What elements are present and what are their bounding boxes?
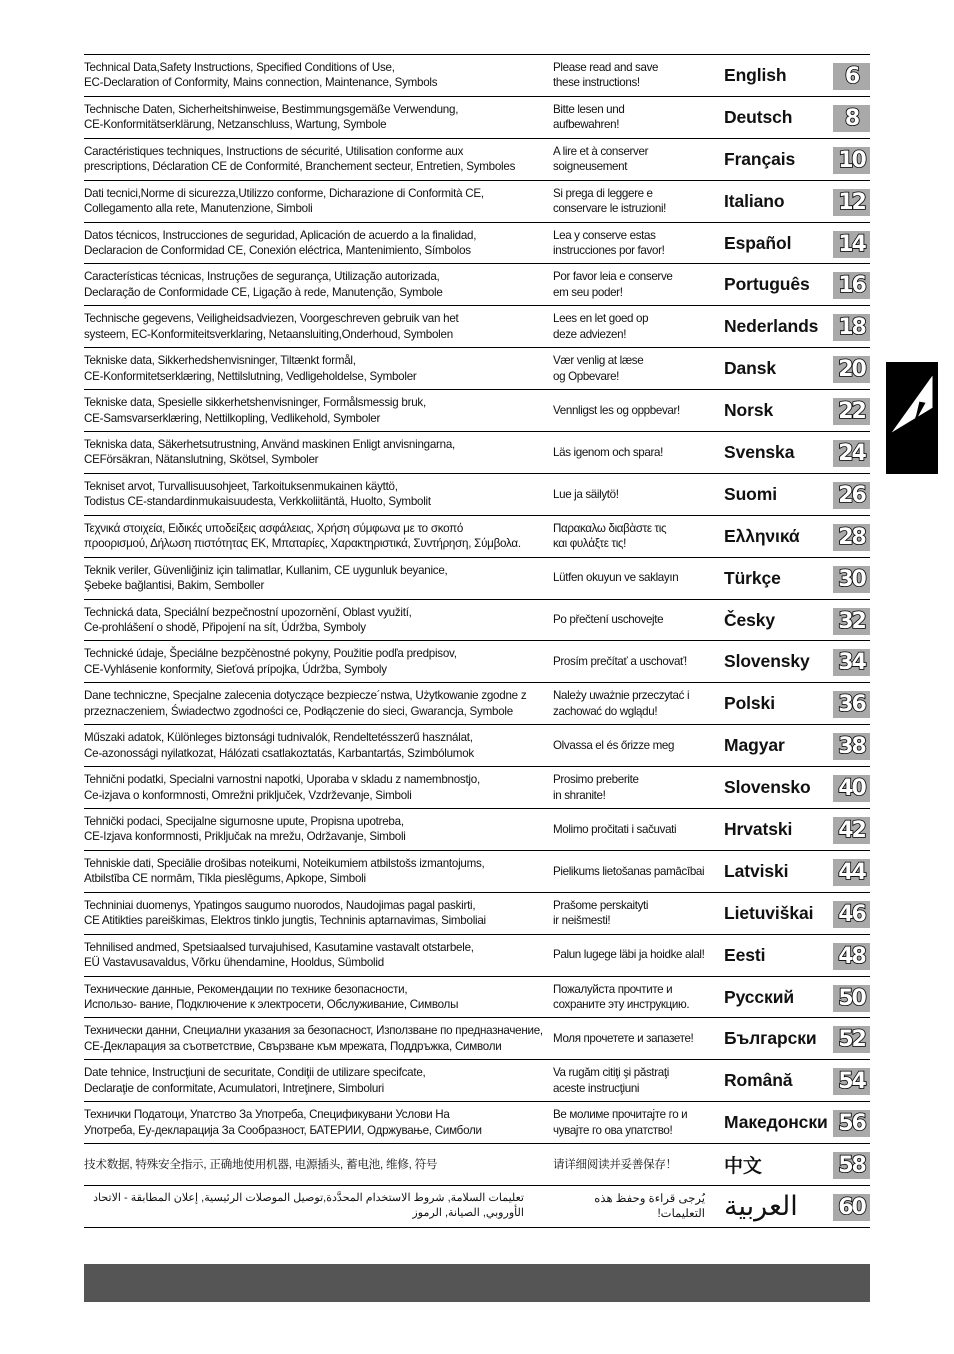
- read-and-save-note: Si prega di leggere e conservare le istruzioni!: [553, 186, 667, 216]
- contents-description: Технические данные, Рекомендации по технике безопасности, Использо- вание, Подключение к электросети, Обслуживание, Символы: [84, 982, 459, 1012]
- page-number: 42: [833, 817, 870, 844]
- page-number: 38: [833, 733, 870, 760]
- language-name: Suomi: [724, 483, 777, 504]
- contents-description: Tehnilised andmed, Spetsiaalsed turvajuhised, Kasutamine vastavalt otstarbele, EÜ Vastavusavaldus, Võrku ühendamine, Hooldus, Sümbolid: [84, 940, 474, 970]
- read-and-save-note: 请详细阅读并妥善保存！: [553, 1157, 677, 1171]
- read-and-save-note: Pielikums lietošanas pamācībai: [553, 864, 705, 878]
- toc-row: [84, 977, 870, 1019]
- toc-row: [84, 1102, 870, 1144]
- read-and-save-note: يُرجى قراءة وحفظ هذه التعليمات!: [594, 1191, 705, 1221]
- read-and-save-note: Vær venlig at læse og Opbevare!: [553, 354, 644, 383]
- toc-row: [84, 641, 870, 683]
- language-name: Română: [724, 1070, 793, 1091]
- read-and-save-note: Bitte lesen und aufbewahren!: [553, 102, 625, 132]
- language-name: Eesti: [724, 944, 766, 965]
- language-name: العربية: [724, 1190, 798, 1222]
- language-name: Česky: [724, 609, 776, 630]
- warning-side-tab: [886, 362, 938, 474]
- language-name: Português: [724, 274, 810, 295]
- toc-row: [84, 390, 870, 432]
- toc-row: [84, 935, 870, 977]
- language-name: Polski: [724, 693, 775, 714]
- page-number: 18: [833, 314, 870, 341]
- language-name: Norsk: [724, 400, 774, 421]
- contents-description: Techniniai duomenys, Ypatingos saugumo nuorodos, Naudojimas pagal paskirti, CE Atitikties pareiškimas, Elektros tinklo jungtis, Techninis aptarnavimas, Simboliai: [84, 898, 486, 928]
- read-and-save-note: A lire et à conserver soigneusement: [553, 144, 649, 174]
- language-name: Türkçe: [724, 567, 781, 588]
- language-name: Ελληνικά: [724, 525, 800, 546]
- language-table: [84, 54, 870, 1228]
- read-and-save-note: Lea y conserve estas instrucciones por favor!: [553, 228, 665, 257]
- contents-description: Технички Податоци, Упатство За Употреба, Спецификувани Услови На Употреба, Еу-декларација За Сообразност, БАТЕРИИ, Одржување, Симболи: [84, 1108, 482, 1137]
- read-and-save-note: Należy uważnie przeczytać i zachować do wglądu!: [553, 689, 690, 718]
- page-number: 14: [833, 231, 870, 258]
- language-name: Italiano: [724, 190, 785, 211]
- page-number: 50: [833, 985, 870, 1012]
- language-name: Français: [724, 148, 796, 169]
- read-and-save-note: Po přečtení uschovejte: [553, 613, 664, 627]
- language-name: Русский: [724, 986, 795, 1007]
- contents-description: Dati tecnici,Norme di sicurezza,Utilizzo conforme, Dicharazione di Conformità CE, Collegamento alla rete, Manutenzione, Simboli: [84, 186, 484, 216]
- contents-description: Date tehnice, Instrucţiuni de securitate, Condiţii de utilizare specifcate, Declaraţie de conformitate, Acumulatori, Intreţinere, Simboluri: [84, 1066, 426, 1095]
- language-name: Nederlands: [724, 316, 819, 337]
- page-number: 24: [833, 440, 870, 467]
- page-number: 58: [833, 1152, 870, 1179]
- toc-row: [84, 725, 870, 767]
- language-name: Lietuviškai: [724, 902, 814, 923]
- contents-description: Caractéristiques techniques, Instructions de sécurité, Utilisation conforme aux prescriptions, Déclaration CE de Conformité, Branchement secteur, Entretien, Symboles: [84, 144, 516, 174]
- contents-description: تعليمات السلامة, شروط الاستخدام المحدَّدة,توصيل الموصلات الرئيسية, إعلان المطابقة - الاتحاد الأوروبي, الصيانة, الرموز: [93, 1191, 524, 1220]
- contents-description: Technische gegevens, Veiligheidsadviezen, Voorgeschreven gebruik van het systeem, EC-Konformiteitsverklaring, Netaansluiting,Onderhoud, Symbolen: [84, 312, 459, 341]
- read-and-save-note: Prašome perskaityti ir neišmesti!: [553, 898, 649, 928]
- toc-row: [84, 432, 870, 474]
- page-number: 34: [833, 649, 870, 676]
- footer-bar: [84, 1264, 870, 1302]
- language-name: Svenska: [724, 441, 795, 462]
- language-name: Dansk: [724, 358, 777, 379]
- toc-row: [84, 1018, 870, 1060]
- contents-description: Tehniskie dati, Speciālie drošibas noteikumi, Noteikumiem atbilstošs izmantojums, Atbilstība CE normām, Tīkla pieslēgums, Apkope, Simboli: [84, 856, 485, 886]
- page-number: 6: [833, 63, 870, 90]
- page-number: 8: [833, 105, 870, 132]
- read-and-save-note: Läs igenom och spara!: [553, 445, 663, 459]
- toc-row: [84, 809, 870, 851]
- contents-description: Τεχνικά στοιχεία, Ειδικές υποδείξεις ασφάλειας, Χρήση σύμφωνα με το σκοπό προορισμού, Δήλωση πιστότητας ΕΚ, Μπαταρίες, Χαρακτηριστικά, Συντήρηση, Σύμβολα.: [84, 521, 521, 551]
- contents-description: Tekniske data, Spesielle sikkerhetshenvisninger, Formålsmessig bruk, CE-Samsvarserklæring, Nettilkopling, Vedlikehold, Symboler: [84, 396, 426, 425]
- toc-row: [84, 264, 870, 306]
- read-and-save-note: Prosím prečítať a uschovať!: [553, 655, 687, 669]
- read-and-save-note: Olvassa el és őrizze meg: [553, 738, 675, 752]
- language-name: Македонски: [724, 1112, 828, 1133]
- language-name: Slovensko: [724, 777, 811, 798]
- page-number: 52: [833, 1026, 870, 1053]
- contents-description: Technical Data,Safety Instructions, Specified Conditions of Use, EC-Declaration of Conformity, Mains connection, Maintenance, Symbols: [84, 60, 438, 90]
- toc-row: [84, 97, 870, 139]
- read-and-save-note: Lue ja säilytö!: [553, 487, 619, 501]
- read-and-save-note: Lütfen okuyun ve saklayın: [553, 571, 679, 585]
- contents-description: Tekniset arvot, Turvallisuusohjeet, Tarkoituksenmukainen käyttö, Todistus CE-standardinmukaisuudesta, Verkkoliitäntä, Huolto, Symbolit: [84, 479, 431, 509]
- contents-description: Tehnični podatki, Specialni varnostni napotki, Uporaba v skladu z namembnostjo, Ce-izjava o konformnosti, Omrežni priključek, Vzdrževanje, Simboli: [84, 773, 480, 802]
- page-number: 10: [833, 147, 870, 174]
- toc-row: [84, 767, 870, 809]
- page-number: 60: [833, 1194, 870, 1221]
- page-number: 40: [833, 775, 870, 802]
- contents-description: Technická data, Speciální bezpečnostní upozornění, Oblast využití, Ce-prohlášení o shodě, Připojení na sít, Údržba, Symboly: [84, 605, 412, 635]
- language-name: Magyar: [724, 735, 785, 756]
- toc-row: [84, 139, 870, 181]
- toc-row: [84, 181, 870, 223]
- contents-description: Technische Daten, Sicherheitshinweise, Bestimmungsgemäße Verwendung, CE-Konformitätserklärung, Netzanschluss, Wartung, Symbole: [84, 102, 459, 132]
- toc-row: [84, 1144, 870, 1186]
- toc-row: [84, 851, 870, 893]
- toc-row: [84, 558, 870, 600]
- read-and-save-note: Por favor leia e conserve em seu poder!: [553, 270, 673, 299]
- warning-triangle-icon: [886, 376, 938, 440]
- read-and-save-note: Palun lugege läbi ja hoidke alal!: [553, 948, 705, 962]
- page-number: 28: [833, 524, 870, 551]
- page-number: 48: [833, 943, 870, 970]
- read-and-save-note: Ве молиме прочитајте го и чувајте го ова упатство!: [553, 1108, 688, 1137]
- contents-description: Технически данни, Специални указания за безопасност, Използване по предназначение, CE-Декларация за съответствие, Свързване към мрежата, Поддръжка, Символи: [84, 1024, 543, 1053]
- contents-description: Dane techniczne, Specjalne zalecenia dotyczące bezpiecze´nstwa, Użytkowanie zgodne z przeznaczeniem, Świadectwo zgodności ce, Podłączenie do sieci, Gwarancja, Symbole: [84, 689, 527, 718]
- svg-text:!: !: [906, 394, 929, 437]
- toc-row: [84, 55, 870, 97]
- toc-row: [84, 223, 870, 265]
- toc-row: [84, 474, 870, 516]
- read-and-save-note: Моля прочетете и запазете!: [553, 1032, 694, 1046]
- read-and-save-note: Vennligst les og oppbevar!: [553, 403, 680, 417]
- language-name: Slovensky: [724, 651, 810, 672]
- read-and-save-note: Lees en let goed op deze adviezen!: [553, 312, 649, 341]
- language-name: English: [724, 64, 787, 85]
- page-number: 56: [833, 1110, 870, 1137]
- contents-description: Tekniske data, Sikkerhedshenvisninger, Tiltænkt formål, CE-Konformitetserklæring, Nettilslutning, Vedligeholdelse, Symboler: [84, 354, 417, 383]
- toc-row: [84, 1186, 870, 1228]
- read-and-save-note: Prosimo preberite in shranite!: [553, 773, 639, 802]
- read-and-save-note: Παρακαλω διαβὰστε τις και φυλἀξτε τις!: [553, 521, 667, 551]
- contents-description: Technické údaje, Špeciálne bezpčènostné pokyny, Použitie podľa predpisov, CE-Vyhlásenie konformity, Sieťová prípojka, Údržba, Symboly: [84, 647, 457, 676]
- language-name: Hrvatski: [724, 818, 793, 839]
- contents-description: 技术数据, 特殊安全指示, 正确地使用机器, 电源插头, 蓄电池, 维修, 符号: [84, 1157, 438, 1171]
- contents-description: Teknik veriler, Güvenliğiniz için talimatlar, Kullanim, CE uygunluk beyanice, Şebeke bağlantisi, Bakim, Semboller: [84, 563, 448, 593]
- language-name: Български: [724, 1028, 817, 1049]
- page-number: 30: [833, 566, 870, 593]
- toc-row: [84, 306, 870, 348]
- page-number: 26: [833, 482, 870, 509]
- contents-description: Características técnicas, Instruções de segurança, Utilização autorizada, Declaração de Conformidade CE, Ligação à rede, Manutenção, Symbole: [84, 270, 443, 299]
- read-and-save-note: Va rugăm citiţi şi păstraţi aceste instrucţiuni: [553, 1066, 669, 1095]
- page-number: 32: [833, 608, 870, 635]
- page-number: 20: [833, 356, 870, 383]
- toc-row: [84, 600, 870, 642]
- read-and-save-note: Molimo pročitati i sačuvati: [553, 822, 677, 836]
- toc-row: [84, 683, 870, 725]
- contents-description: Tehnički podaci, Specijalne sigurnosne upute, Propisna upotreba, CE-Izjava konformnosti, Priključak na mrežu, Održavanje, Simboli: [84, 814, 406, 844]
- page-number: 46: [833, 901, 870, 928]
- page-number: 44: [833, 859, 870, 886]
- read-and-save-note: Пожалуйста прочтите и сохраните эту инструкцию.: [553, 982, 690, 1012]
- toc-row: [84, 893, 870, 935]
- page-number: 16: [833, 272, 870, 299]
- page-number: 54: [833, 1068, 870, 1095]
- language-name: Latviski: [724, 860, 789, 881]
- language-name: Deutsch: [724, 106, 793, 127]
- page-number: 12: [833, 189, 870, 216]
- page-number: 36: [833, 691, 870, 718]
- toc-row: [84, 1060, 870, 1102]
- contents-description: Tekniska data, Säkerhetsutrustning, Använd maskinen Enligt anvisningarna, CEFörsäkran, Nätanslutning, Skötsel, Symboler: [84, 437, 456, 467]
- contents-description: Datos técnicos, Instrucciones de seguridad, Aplicación de acuerdo a la finalidad, Declaracion de Conformidad CE, Conexión eléctrica, Mantenimiento, Símbolos: [84, 228, 477, 257]
- contents-description: Műszaki adatok, Különleges biztonsági tudnivalók, Rendeltetésszerű használat, Ce-azonossági nyilatkozat, Hálózati csatlakoztatás, Karbantartás, Szimbólumok: [84, 731, 474, 760]
- toc-row: [84, 348, 870, 390]
- read-and-save-note: Please read and save these instructions!: [553, 60, 659, 90]
- language-name: 中文: [724, 1156, 762, 1178]
- page-number: 22: [833, 398, 870, 425]
- language-name: Español: [724, 232, 792, 253]
- toc-row: [84, 516, 870, 558]
